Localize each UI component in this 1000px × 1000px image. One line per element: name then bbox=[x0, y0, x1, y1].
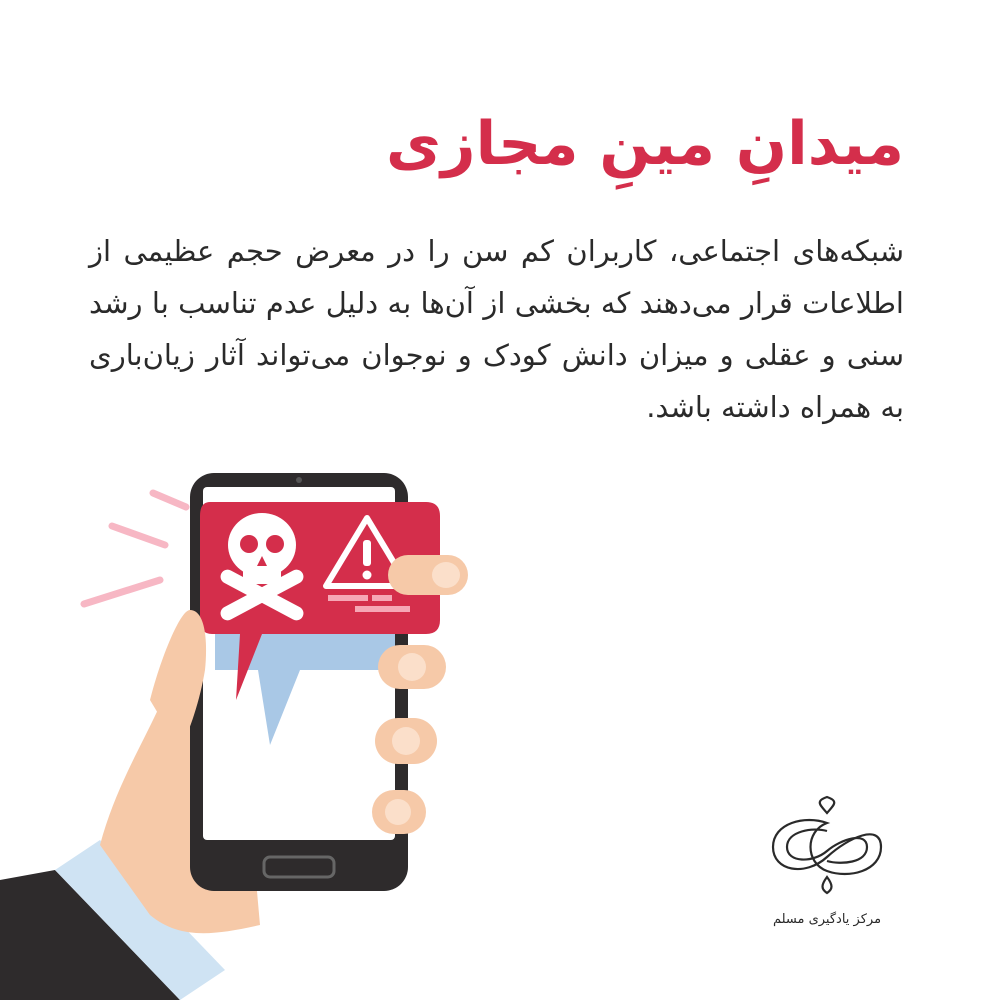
phone-warning-illustration bbox=[0, 470, 480, 1000]
body-paragraph: شبکه‌های اجتماعی، کاربران کم سن را در معرض حجم عظیمی از اطلاعات قرار می‌دهند که بخشی از آن‌ها به دلیل عدم تناسب با رشد سنی و عقلی و میزان دانش کودک و نوجوان می‌تواند آثار زیان‌باری به همراه داشته باشد. bbox=[89, 234, 904, 424]
page-title: میدانِ مینِ مجازی bbox=[386, 109, 904, 179]
logo-text: مرکز یادگیری مسلم bbox=[772, 912, 882, 927]
vibration-lines bbox=[84, 493, 186, 604]
ornament-logo-icon bbox=[765, 795, 890, 935]
